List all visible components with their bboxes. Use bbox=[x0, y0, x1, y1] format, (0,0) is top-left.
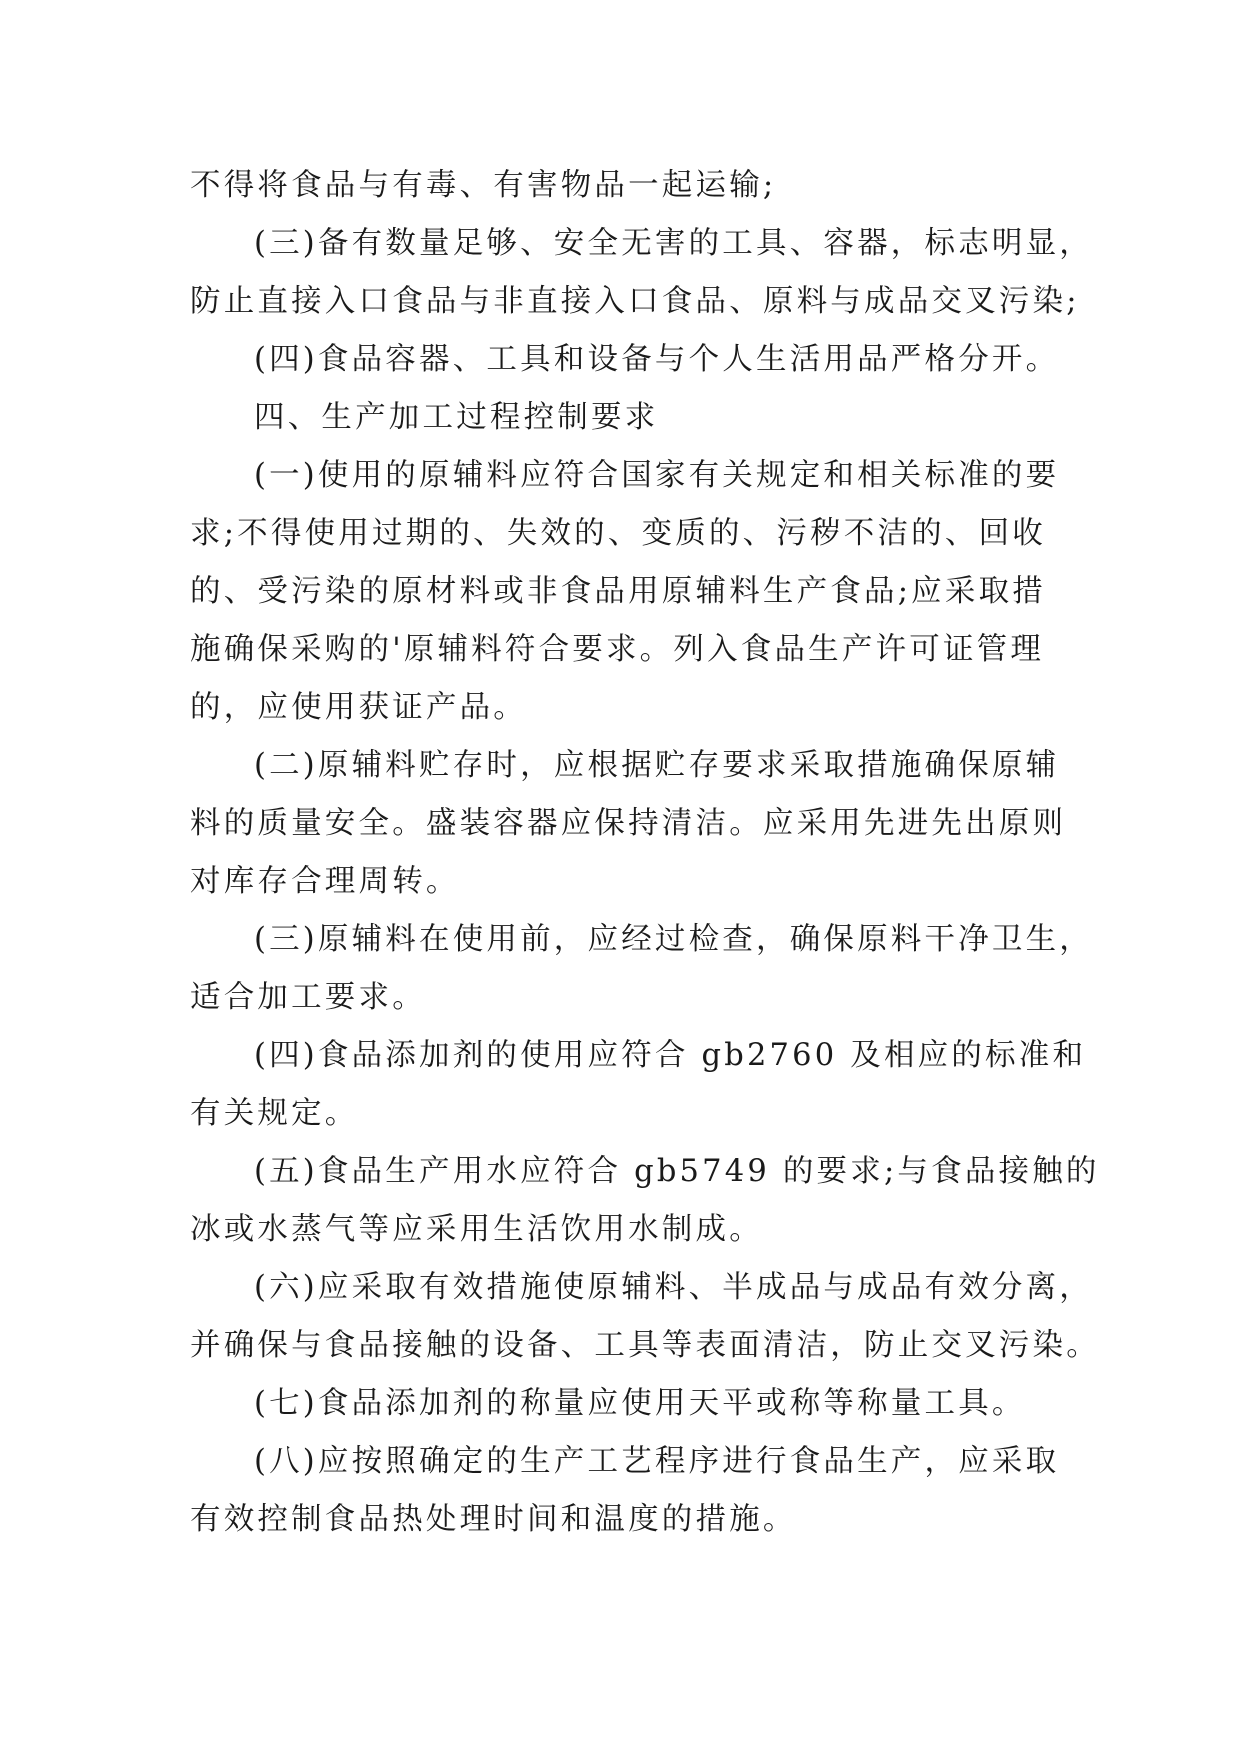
paragraph-line: 冰或水蒸气等应采用生活饮用水制成。 bbox=[190, 1212, 763, 1247]
paragraph-line: 有效控制食品热处理时间和温度的措施。 bbox=[190, 1502, 797, 1537]
section-heading: 四、生产加工过程控制要求 bbox=[254, 400, 659, 435]
paragraph-line: 并确保与食品接触的设备、工具等表面清洁，防止交叉污染。 bbox=[190, 1328, 1100, 1363]
paragraph-line: 有关规定。 bbox=[190, 1096, 359, 1131]
paragraph-line: 的、受污染的原材料或非食品用原辅料生产食品;应采取措 bbox=[190, 574, 1046, 609]
paragraph-line: (五)食品生产用水应符合 gb5749 的要求;与食品接触的 bbox=[254, 1154, 1100, 1189]
paragraph-line: (六)应采取有效措施使原辅料、半成品与成品有效分离， bbox=[254, 1270, 1093, 1305]
paragraph-line: (四)食品添加剂的使用应符合 gb2760 及相应的标准和 bbox=[254, 1038, 1087, 1073]
paragraph-line: (七)食品添加剂的称量应使用天平或称等称量工具。 bbox=[254, 1386, 1026, 1421]
paragraph-line: 对库存合理周转。 bbox=[190, 864, 460, 899]
paragraph-line: 施确保采购的'原辅料符合要求。列入食品生产许可证管理 bbox=[190, 632, 1045, 667]
paragraph-line: 不得将食品与有毒、有害物品一起运输; bbox=[190, 168, 777, 203]
paragraph-line: 料的质量安全。盛装容器应保持清洁。应采用先进先出原则 bbox=[190, 806, 1067, 841]
paragraph-line: 的，应使用获证产品。 bbox=[190, 690, 527, 725]
document-body bbox=[190, 157, 1100, 1549]
paragraph-line: 求;不得使用过期的、失效的、变质的、污秽不洁的、回收 bbox=[190, 516, 1046, 551]
paragraph-line: (一)使用的原辅料应符合国家有关规定和相关标准的要 bbox=[254, 458, 1060, 493]
paragraph-line: 适合加工要求。 bbox=[190, 980, 426, 1015]
paragraph-line: (二)原辅料贮存时，应根据贮存要求采取措施确保原辅 bbox=[254, 748, 1060, 783]
paragraph-line: (八)应按照确定的生产工艺程序进行食品生产，应采取 bbox=[254, 1444, 1060, 1479]
paragraph-line: (四)食品容器、工具和设备与个人生活用品严格分开。 bbox=[254, 342, 1060, 377]
paragraph-line: (三)备有数量足够、安全无害的工具、容器，标志明显， bbox=[254, 226, 1093, 261]
paragraph-line: 防止直接入口食品与非直接入口食品、原料与成品交叉污染; bbox=[190, 284, 1080, 319]
paragraph-line: (三)原辅料在使用前，应经过检查，确保原料干净卫生， bbox=[254, 922, 1093, 957]
